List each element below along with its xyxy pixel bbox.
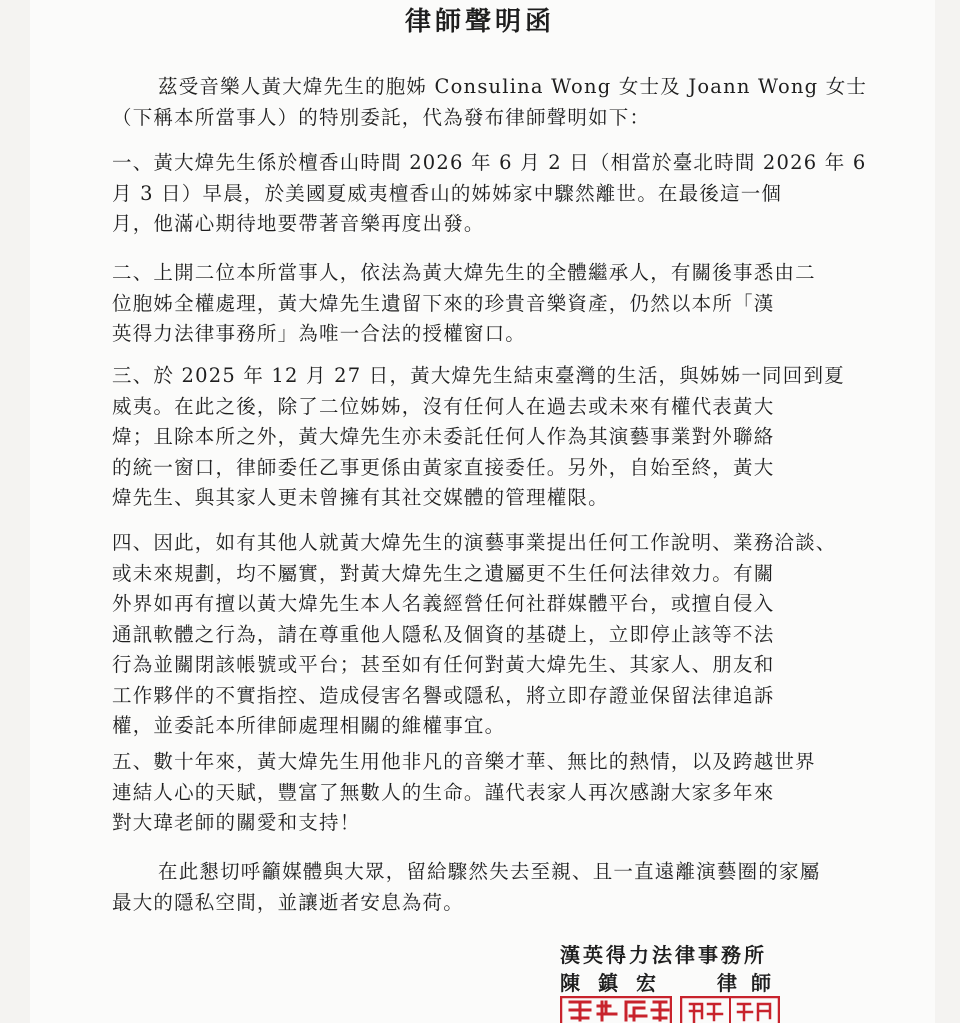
lawyer-seal-stamp xyxy=(680,996,780,1023)
clause-2 xyxy=(112,258,816,350)
clause-line: 對大瑋老師的關愛和支持！ xyxy=(112,811,361,834)
clause-line: 三、於 2025 年 12 月 27 日，黃大煒先生結束臺灣的生活，與姊姊一同回到夏 xyxy=(112,364,845,387)
clause-line: 英得力法律事務所」為唯一合法的授權窗口。 xyxy=(112,322,527,345)
document-title: 律師聲明函 xyxy=(404,7,555,37)
clause-line: 行為並關閉該帳號或平台；甚至如有任何對黃大煒先生、其家人、朋友和 xyxy=(112,653,775,676)
lawyer-name: 陳鎮宏 xyxy=(560,971,674,995)
intro-line: （下稱本所當事人）的特別委託，代為發布律師聲明如下： xyxy=(112,105,651,129)
clause-4 xyxy=(112,528,837,742)
clause-line: 月 3 日）早晨，於美國夏威夷檀香山的姊姊家中驟然離世。在最後這一個 xyxy=(112,181,783,205)
clause-line: 一、黃大煒先生係於檀香山時間 2026 年 6 月 2 日（相當於臺北時間 2026 年 6 xyxy=(112,151,867,174)
clause-line: 工作夥伴的不實指控、造成侵害名譽或隱私，將立即存證並保留法律追訴 xyxy=(112,683,775,707)
clause-line: 位胞姊全權處理，黃大煒先生遺留下來的珍貴音樂資產，仍然以本所「漢 xyxy=(112,291,775,315)
clause-3 xyxy=(112,361,845,514)
clause-line: 或未來規劃，均不屬實，對黃大煒先生之遺屬更不生任何法律效力。有關 xyxy=(112,561,775,585)
clause-line: 五、數十年來，黃大煒先生用他非凡的音樂才華、無比的熱情，以及跨越世界 xyxy=(112,750,816,773)
clause-line: 權，並委託本所律師處理相關的維權事宜。 xyxy=(112,714,506,737)
clause-line: 煒；且除本所之外，黃大煒先生亦未委託任何人作為其演藝事業對外聯絡 xyxy=(112,425,775,448)
clause-line: 威夷。在此之後，除了二位姊姊，沒有任何人在過去或未來有權代表黃大 xyxy=(112,394,775,418)
clause-line: 月，他滿心期待地要帶著音樂再度出發。 xyxy=(112,212,485,235)
clause-line: 通訊軟體之行為，請在尊重他人隱私及個資的基礎上，立即停止該等不法 xyxy=(112,622,775,646)
clause-line: 四、因此，如有其他人就黃大煒先生的演藝事業提出任何工作說明、業務洽談、 xyxy=(112,531,837,554)
intro-paragraph xyxy=(112,72,867,133)
clause-line: 二、上開二位本所當事人，依法為黃大煒先生的全體繼承人，有關後事悉由二 xyxy=(112,261,816,284)
clause-line: 外界如再有擅以黃大煒先生本人名義經營任何社群媒體平台，或擅自侵入 xyxy=(112,592,775,615)
lawyer-signature xyxy=(560,968,785,998)
closing-line: 在此懇切呼籲媒體與大眾，留給驟然失去至親、且一直遠離演藝圈的家屬 xyxy=(158,860,821,883)
intro-line: 茲受音樂人黃大煒先生的胞姊 Consulina Wong 女士及 Joann Wong 女士 xyxy=(158,75,868,98)
firm-seal-stamp xyxy=(560,996,672,1023)
lawyer-title: 律師 xyxy=(717,971,785,995)
clause-line: 的統一窗口，律師委任乙事更係由黃家直接委任。另外，自始至終，黃大 xyxy=(112,455,775,479)
clause-line: 煒先生、與其家人更未曾擁有其社交媒體的管理權限。 xyxy=(112,486,609,509)
closing-paragraph xyxy=(112,857,820,918)
clause-line: 連結人心的天賦，豐富了無數人的生命。謹代表家人再次感謝大家多年來 xyxy=(112,780,775,804)
closing-line: 最大的隱私空間，並讓逝者安息為荷。 xyxy=(112,890,464,914)
law-firm-name: 漢英得力法律事務所 xyxy=(560,943,767,967)
clause-1 xyxy=(112,148,866,240)
clause-5 xyxy=(112,747,816,839)
